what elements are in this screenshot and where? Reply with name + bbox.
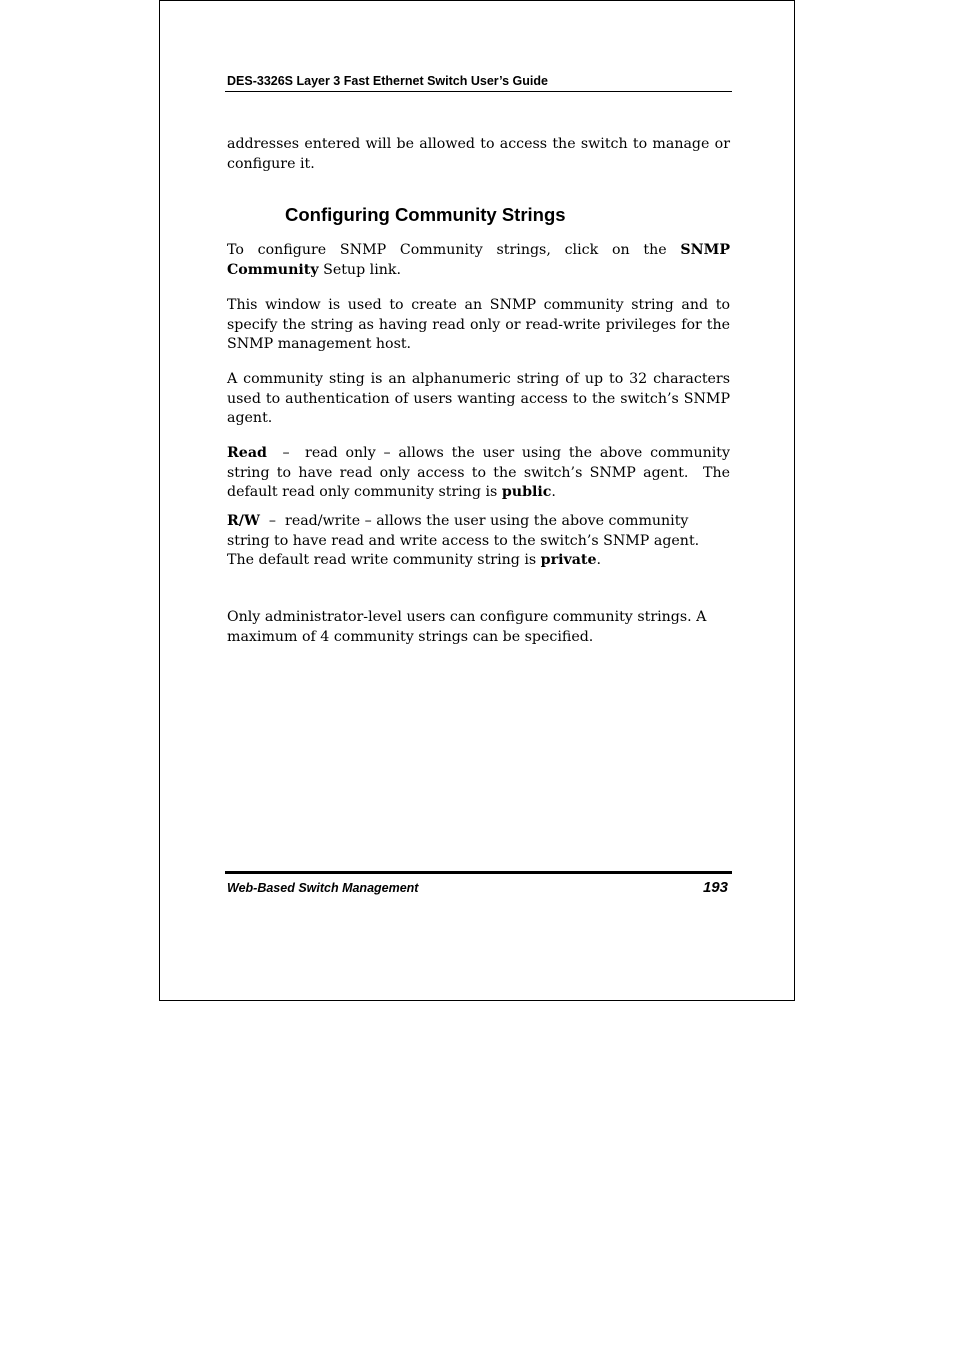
paragraph-text: To configure SNMP Community strings, click on the — [227, 242, 681, 258]
paragraph-community-definition: A community sting is an alphanumeric string of up to 32 characters used to authentication of users wanting access to the switch’s SNMP agent. — [227, 371, 730, 426]
intro-paragraph: addresses entered will be allowed to access the switch to manage or configure it. — [227, 136, 730, 172]
read-period: . — [551, 484, 556, 500]
paragraph-snmp-link — [227, 241, 730, 280]
running-header: DES-3326S Layer 3 Fast Ethernet Switch User’s Guide — [227, 74, 548, 88]
page-number: 193 — [702, 879, 728, 896]
read-item — [227, 444, 735, 503]
read-term: Read — [227, 445, 267, 461]
read-default-value: public — [501, 484, 552, 500]
paragraph-text: Setup link. — [318, 261, 401, 278]
paragraph-admin-note: Only administrator-level users can configure community strings. A maximum of 4 community strings can be specified. — [227, 609, 707, 645]
paragraph-window-purpose: This window is used to create an SNMP community string and to specify the string as having read only or read-write privileges for the SNMP management host. — [227, 297, 730, 352]
snmp-community-term: SNMP Community — [227, 242, 730, 278]
footer-section-title: Web-Based Switch Management — [227, 881, 419, 895]
rw-default-value: private — [540, 552, 597, 568]
rw-item — [227, 512, 724, 571]
header-rule — [225, 91, 732, 92]
rw-period: . — [596, 552, 601, 568]
section-heading: Configuring Community Strings — [285, 204, 566, 225]
read-description: – read only – allows the user using the above community string to have read only access to the switch’s SNMP agent. The default read only community string is — [227, 445, 735, 500]
rw-description: – read/write – allows the user using the above community string to have read and write access to the switch’s SNMP agent. The default read write community string is — [227, 513, 709, 568]
footer-rule — [225, 871, 732, 874]
rw-term: R/W — [227, 513, 260, 529]
